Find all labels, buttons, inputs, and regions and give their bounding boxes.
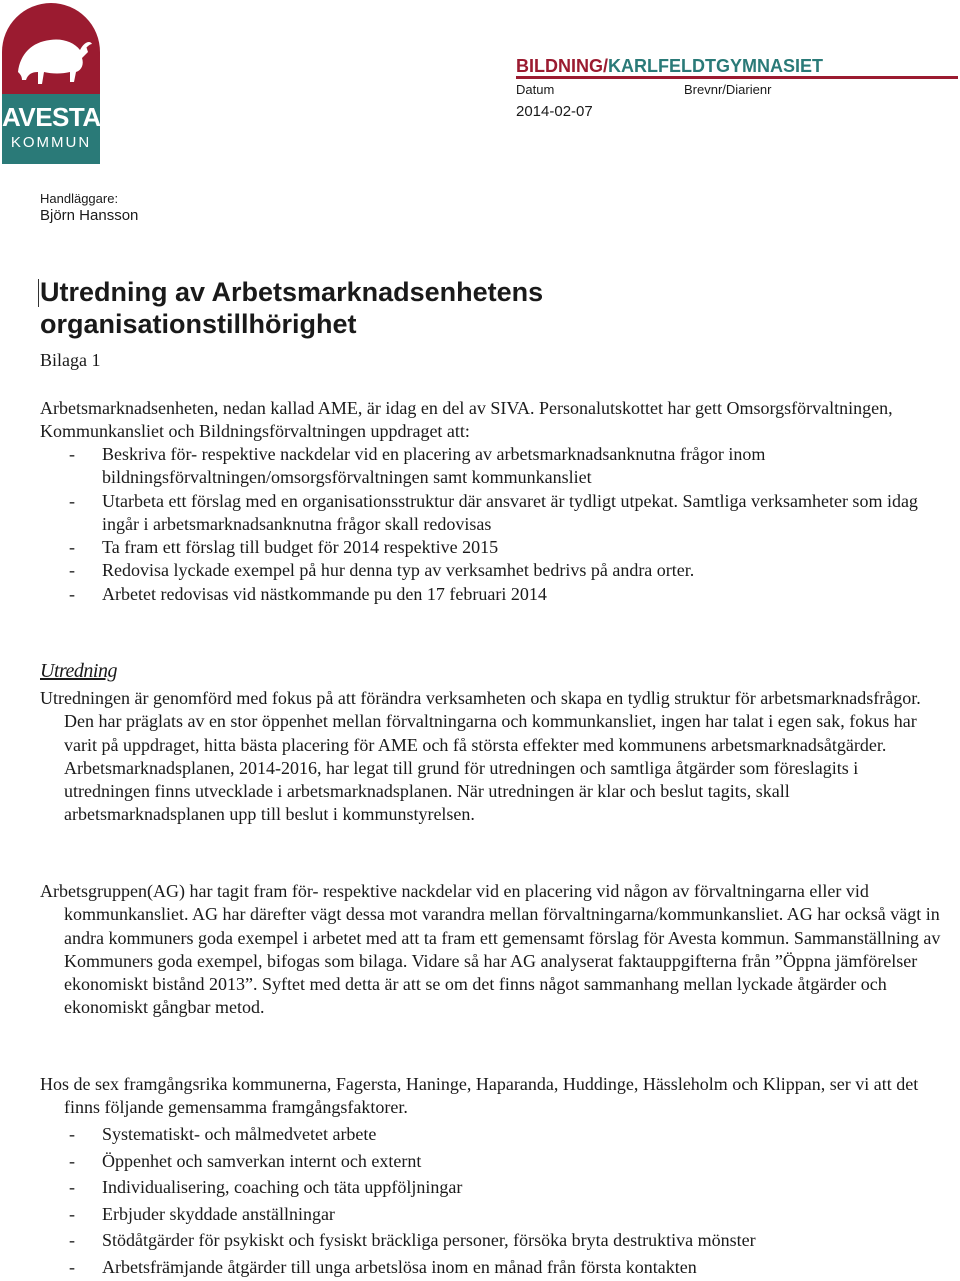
success-factor-list <box>40 1121 940 1281</box>
dash-bullet: - <box>69 1256 75 1277</box>
dash-bullet: - <box>69 1124 75 1144</box>
document-title <box>40 276 543 340</box>
document-title-line1: Utredning av Arbetsmarknadsenhetens <box>40 277 544 307</box>
dash-bullet: - <box>69 1230 75 1251</box>
utredning-paragraph-1: Utredningen är genomförd med fokus på att förändra verksamheten och skapa en tydlig struktur för arbetsmarknadsfrågor. Den har präglats av en stor öppenhet mellan förvaltningarna och kommunkansliet, ingen har talat i egen sak, fokus har varit på uppdraget, hitta bästa placering för AME och få största effekter med kommunens arbetsmarknadsåtgärder. Arbetsmarknadsplanen, 2014-2016, har legat till grund för utredningen och samtliga åtgärder som föreslagits i utredningen finns utvecklade i arbetsmarknadsplanen. När utredningen är klar och beslut tagits, skall arbetsmarknadsplanen upp till beslut i kommunstyrelsen. <box>40 688 921 825</box>
list-item: - Redovisa lyckade exempel på hur denna typ av verksamhet bedrivs på andra orter. <box>40 559 940 582</box>
intro-paragraph: Arbetsmarknadsenheten, nedan kallad AME, är idag en del av SIVA. Personalutskottet har gett Omsorgsförvaltningen, Kommunkansliet och Bildningsförvaltningen uppdraget att: <box>40 398 893 442</box>
brevnr-label: Brevnr/Diarienr <box>684 82 772 97</box>
utredning-paragraph-3: Hos de sex framgångsrika kommunerna, Fagersta, Haninge, Haparanda, Huddinge, Hässleholm och Klippan, ser vi att det finns följande gemensamma framgångsfaktorer. <box>40 1074 919 1118</box>
avesta-kommun-logo <box>2 2 100 164</box>
list-item: - Beskriva för- respektive nackdelar vid en placering av arbetsmarknadsanknutna frågor inom bildningsförvaltningen/omsorgsförvaltningen samt kommunkansliet <box>69 444 766 488</box>
list-item: - Stödåtgärder för psykiskt och fysiskt bräckliga personer, försöka bryta destruktiva mönster <box>40 1227 940 1254</box>
dash-bullet: - <box>69 583 75 604</box>
utredning-paragraph-2: Arbetsgruppen(AG) har tagit fram för- respektive nackdelar vid en placering vid någon av förvaltningarna eller vid kommunkansliet. AG har därefter vägt dessa mot varandra mellan förvaltningarna/kommunkansliet. AG har också vägt in andra kommuners goda exempel i arbetet med att ta fram ett gemensamt förslag för Avesta kommun. Sammanställning av Kommuners goda exempel, bifogas som bilaga. Vidare så har AG analyserat faktauppgifterna från ”Öppna jämförelser ekonomiskt bistånd 2013”. Syftet med detta är att se om det finns något sammanhang mellan lyckade åtgärder och ekonomiskt gångbar metod. <box>40 881 941 1018</box>
list-item: - Öppenhet och samverkan internt och externt <box>40 1148 940 1175</box>
list-item: - Systematiskt- och målmedvetet arbete <box>40 1121 940 1148</box>
list-item: - Individualisering, coaching och täta uppföljningar <box>40 1174 940 1201</box>
handlaggare-name: Björn Hansson <box>40 207 139 224</box>
document-date: 2014-02-07 <box>516 103 593 120</box>
document-title-line2: organisationstillhörighet <box>40 309 357 339</box>
list-item: - Utarbeta ett förslag med en organisationsstruktur där ansvaret är tydligt utpekat. Samtliga verksamheter som idag ingår i arbetsmarknadsanknutna frågor skall redovisas <box>69 490 918 534</box>
list-item: - Erbjuder skyddade anställningar <box>40 1201 940 1228</box>
dash-bullet: - <box>69 537 75 558</box>
department-name-part2: KARLFELDTGYMNASIET <box>608 56 823 76</box>
handlaggare-label: Handläggare: <box>40 191 119 206</box>
list-item: - Arbetsfrämjande åtgärder till unga arbetslösa inom en månad från första kontakten <box>40 1254 940 1281</box>
dash-bullet: - <box>69 1203 75 1224</box>
dash-bullet: - <box>69 560 75 581</box>
logo-text-kommun: KOMMUN <box>10 134 92 151</box>
task-list <box>40 443 940 606</box>
logo-text-avesta: AVESTA <box>2 102 101 132</box>
section-heading-utredning: Utredning <box>40 660 117 682</box>
text-cursor <box>38 279 39 307</box>
department-heading <box>516 56 823 77</box>
dash-bullet: - <box>69 1150 75 1171</box>
header-rule <box>516 76 958 79</box>
bilaga-label: Bilaga 1 <box>40 350 101 370</box>
dash-bullet: - <box>69 444 75 464</box>
list-item: - Arbetet redovisas vid nästkommande pu den 17 februari 2014 <box>40 583 940 606</box>
dash-bullet: - <box>69 1177 75 1198</box>
datum-label: Datum <box>516 82 555 97</box>
list-item: - Ta fram ett förslag till budget för 2014 respektive 2015 <box>40 536 940 559</box>
dash-bullet: - <box>69 490 75 511</box>
department-name-part1: BILDNING/ <box>516 56 608 76</box>
